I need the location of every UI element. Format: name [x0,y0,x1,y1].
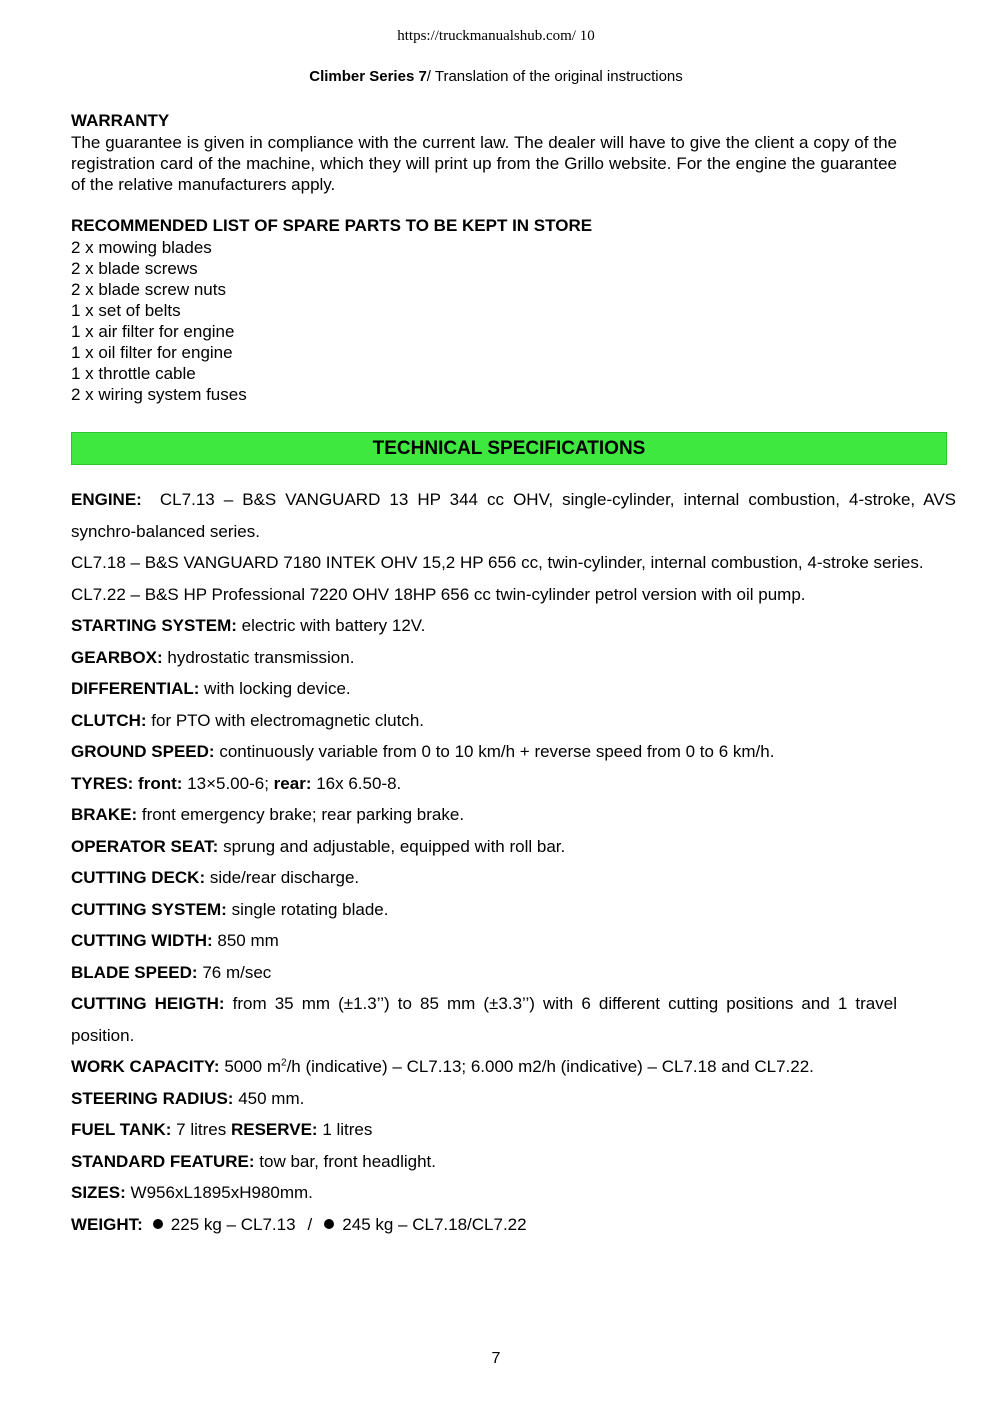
spec-operator-seat [71,831,956,863]
spec-value: 16x 6.50-8. [316,773,402,793]
warranty-heading: WARRANTY [71,111,170,130]
spec-label: rear: [273,773,312,793]
spec-brake [71,799,956,831]
spec-label: CUTTING HEIGTH: [71,994,225,1013]
tech-specs-banner: TECHNICAL SPECIFICATIONS [71,432,947,465]
spec-value: 13×5.00-6; [187,773,269,793]
spec-value: tow bar, front headlight. [259,1151,436,1171]
spec-label: SIZES: [71,1183,126,1202]
spec-label: CLUTCH: [71,710,147,730]
spec-value: /h (indicative) – CL7.13; 6.000 m2/h (indicative) – CL7.18 and CL7.22. [286,1057,814,1076]
engine-cl713: CL7.13 – B&S VANGUARD 13 HP 344 cc OHV, single-cylinder, internal combustion, 4-stroke, AVS synchro-balanced series. [71,490,956,541]
spec-label: CUTTING WIDTH: [71,931,213,950]
spec-value: sprung and adjustable, equipped with roll bar. [223,836,566,856]
spec-standard-feature [71,1146,956,1178]
spec-value: 850 mm [217,931,279,950]
spec-cutting-system [71,894,956,926]
list-item: 1 x air filter for engine [71,322,235,341]
spec-weight [71,1209,956,1241]
spec-fuel-tank [71,1114,956,1146]
engine-cl718: CL7.18 – B&S VANGUARD 7180 INTEK OHV 15,2 HP 656 cc, twin-cylinder, internal combustion, 4-stroke series. [71,553,924,572]
spec-value: 225 kg – CL7.13 [170,1214,296,1234]
spec-value: front emergency brake; rear parking brake. [141,805,465,824]
spec-value: W956xL1895xH980mm. [130,1183,313,1202]
spec-label: STANDARD FEATURE: [71,1151,255,1171]
spec-value: side/rear discharge. [209,868,360,887]
spec-label: ENGINE: [71,490,142,509]
spec-label: TYRES: front: [71,773,183,793]
superscript: 2 [281,1057,287,1069]
spec-sizes [71,1177,956,1209]
source-url: https://truckmanualshub.com/ 10 [397,28,595,44]
series-name: Climber Series 7 [309,68,427,85]
spec-tyres [71,768,956,800]
spec-value: single rotating blade. [231,899,389,919]
spec-label: CUTTING SYSTEM: [71,899,227,919]
spec-value: hydrostatic transmission. [167,647,355,667]
spec-label: STARTING SYSTEM: [71,616,237,635]
list-item: 1 x throttle cable [71,364,196,383]
engine-cl722: CL7.22 – B&S HP Professional 7220 OHV 18HP 656 cc twin-cylinder petrol version with oil pump. [71,584,806,604]
spec-value: electric with battery 12V. [241,616,426,635]
spec-cutting-width [71,925,956,957]
list-item: 1 x oil filter for engine [71,343,233,362]
spec-label: WEIGHT: [71,1214,143,1234]
bullet-icon [324,1219,334,1229]
list-item: 2 x wiring system fuses [71,385,247,404]
spec-work-capacity [71,1051,956,1083]
spec-label: GROUND SPEED: [71,742,215,761]
spec-value: for PTO with electromagnetic clutch. [151,710,425,730]
spec-value: 1 litres [322,1120,373,1139]
spec-cutting-deck [71,862,956,894]
spec-label: BRAKE: [71,805,138,824]
spec-value: 7 litres [176,1120,227,1139]
spec-value: 450 mm. [238,1088,305,1108]
spec-label: DIFFERENTIAL: [71,679,200,698]
document-subtitle [0,68,992,85]
spec-value: from 35 mm (±1.3’’) to 85 mm (±3.3’’) with 6 different cutting positions and 1 travel position. [71,994,897,1045]
tech-specs [71,484,956,1240]
spec-label: GEARBOX: [71,647,163,667]
spec-label: BLADE SPEED: [71,962,198,982]
spec-label: FUEL TANK: [71,1120,172,1139]
spec-steering-radius [71,1083,956,1115]
spec-value: 245 kg – CL7.18/CL7.22 [342,1214,527,1234]
spec-label: OPERATOR SEAT: [71,836,219,856]
separator: / [307,1214,313,1234]
spec-engine [71,484,956,547]
spec-value: with locking device. [204,679,351,698]
spec-label: CUTTING DECK: [71,868,206,887]
spec-label: WORK CAPACITY: [71,1057,220,1076]
spec-gearbox [71,642,956,674]
spec-label: STEERING RADIUS: [71,1088,234,1108]
spares-heading: RECOMMENDED LIST OF SPARE PARTS TO BE KEPT IN STORE [71,216,593,235]
subtitle-rest: / Translation of the original instructions [426,68,683,85]
spec-blade-speed [71,957,956,989]
spec-value: 5000 m [224,1057,282,1076]
spares-list [71,237,247,405]
list-item: 1 x set of belts [71,301,181,320]
spec-value: continuously variable from 0 to 10 km/h + reverse speed from 0 to 6 km/h. [219,742,775,761]
list-item: 2 x blade screws [71,259,198,278]
spec-label: RESERVE: [230,1120,318,1139]
spec-starting [71,610,956,642]
spec-ground-speed [71,736,956,768]
spec-differential [71,673,956,705]
spec-clutch [71,705,956,737]
list-item: 2 x blade screw nuts [71,280,226,299]
spec-value: 76 m/sec [202,962,272,982]
list-item: 2 x mowing blades [71,238,212,257]
bullet-icon [153,1219,163,1229]
page-number: 7 [491,1350,501,1367]
spec-cutting-height [71,988,897,1051]
warranty-text: The guarantee is given in compliance with the current law. The dealer will have to give the client a copy of the registration card of the machine, which they will print up from the Grillo website. For the engine the guarantee of the relative manufacturers apply. [71,133,897,194]
